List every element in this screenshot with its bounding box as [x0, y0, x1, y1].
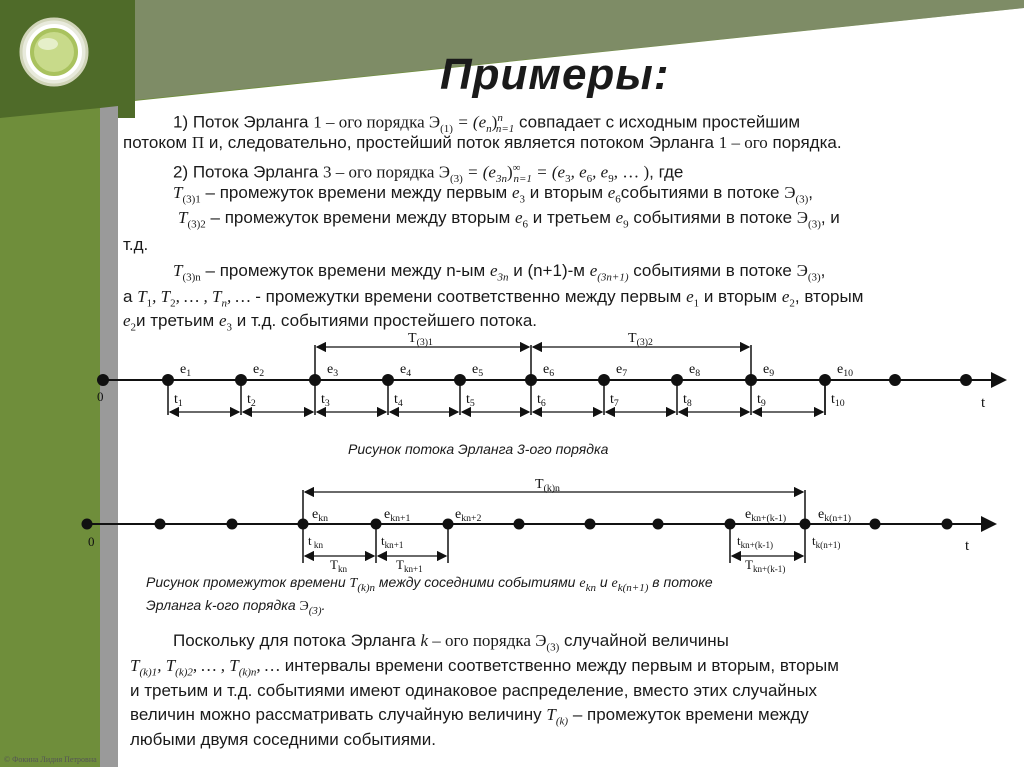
- diagram1-caption: Рисунок потока Эрланга 3-ого порядка: [348, 441, 609, 457]
- diagram2-point-8: [653, 519, 664, 530]
- line-1: 1) Поток Эрланга 1 – ого порядка $Э_{(1)} = (e_n)^n_{n=1}$ совпадает с исходным простейшим: [173, 112, 801, 136]
- erlang-k-diagram: [0, 468, 1024, 576]
- diagram1-interval-5: $t_5$: [466, 392, 475, 409]
- diagram1-event-2: $e_2$: [253, 362, 265, 379]
- logo-circle-icon: [21, 19, 87, 85]
- diagram2-event-2: $e_{kn+2}$: [455, 507, 482, 524]
- diagram2-interval-2: $t_{kn+(k-1)}$: [737, 533, 774, 550]
- slide-title: Примеры:: [440, 50, 670, 99]
- diagram1-interval-10: $t_{10}$: [831, 392, 845, 409]
- diagram2-caption-line2: Эрланга k-ого порядка $Э_{(3)}$.: [146, 597, 326, 617]
- bottom-line-1: Поскольку для потока Эрланга k – ого порядка $Э_{(3)}$ случайной величины: [173, 631, 729, 654]
- bottom-line-2: $T_{(k)1}$, $T_{(k)2}$, … , $T_{(k)n}$, … интервалы времени соответственно между первым и вторым, вторым: [130, 656, 839, 679]
- diagram1-event-6: $e_6$: [543, 362, 555, 379]
- diagram2-point-12: [942, 519, 953, 530]
- diagram2-event-3: $e_{kn+(k-1)}$: [745, 507, 787, 524]
- diagram2-point-6: [514, 519, 525, 530]
- erlang-3-diagram: [0, 325, 1024, 440]
- diagram1-event-9: $e_9$: [763, 362, 775, 379]
- diagram1-interval-6: $t_6$: [537, 392, 546, 409]
- diagram2-event-4: $e_{k(n+1)}$: [818, 507, 851, 524]
- diagram2-interval-1: $t_{kn+1}$: [381, 533, 404, 550]
- diagram1-interval-2: $t_2$: [247, 392, 256, 409]
- diagram2-point-7: [585, 519, 596, 530]
- bottom-line-5: любыми двумя соседними событиями.: [130, 730, 436, 749]
- diagram2-interval-0: t $_{kn}$: [308, 533, 323, 550]
- diagram1-origin-label: 0: [97, 389, 104, 404]
- diagram1-bracket2-label: $T_{(3)2}$: [628, 331, 653, 348]
- line-2: потоком П и, следовательно, простейший поток является потоком Эрланга 1 – ого порядка.: [123, 133, 842, 152]
- diagram2-origin-label: 0: [88, 534, 95, 549]
- line-3: 2) Потока Эрланга 3 – ого порядка $Э_{(3)} = (e_{3n})^\infty_{n=1} = (e_3$, $e_6$, $e_9$, … ), где: [173, 162, 684, 186]
- diagram1-event-4: $e_4$: [400, 362, 412, 379]
- diagram1-bracket1-label: $T_{(3)1}$: [408, 331, 433, 348]
- diagram1-event-1: $e_1$: [180, 362, 192, 379]
- diagram1-interval-8: $t_8$: [683, 392, 692, 409]
- bottom-line-3: и третьим и т.д. событиями имеют одинаковое распределение, вместо этих случайных: [130, 681, 818, 700]
- diagram1-point-11: [889, 374, 901, 386]
- diagram1-interval-7: $t_7$: [610, 392, 619, 409]
- line-8: а $T_1$, $T_2$, … , $T_n$, … - промежутки времени соответственно между первым $e_1$ и вторым $e_2$, вторым: [123, 287, 864, 310]
- diagram1-event-3: $e_3$: [327, 362, 339, 379]
- diagram2-point-2: [227, 519, 238, 530]
- diagram1-interval-4: $t_4$: [394, 392, 403, 409]
- diagram2-point-1: [155, 519, 166, 530]
- bottom-line-4: величин можно рассматривать случайную величину $T_{(k)}$ – промежуток времени между: [130, 705, 809, 728]
- diagram1-point-12: [960, 374, 972, 386]
- diagram2-axis-label: t: [965, 538, 970, 554]
- diagram2-caption-line1: Рисунок промежуток времени $T_{(k)n}$ между соседними событиями $e_{kn}$ и $e_{k(n+1)}$ в потоке: [146, 574, 713, 594]
- line-5: $T_{(3)2}$ – промежуток времени между вторым $e_6$ и третьем $e_9$ событиями в потоке $Э_{(3)}$, и: [178, 208, 840, 231]
- diagram2-interval-3: $t_{k(n+1)}$: [812, 533, 841, 550]
- diagram1-interval-1: $t_1$: [174, 392, 183, 409]
- diagram1-event-7: $e_7$: [616, 362, 628, 379]
- line-9: $e_2и$ третьим $e_3$ и т.д. событиями простейшего потока.: [123, 311, 538, 334]
- diagram1-event-8: $e_8$: [689, 362, 701, 379]
- diagram2-point-11: [870, 519, 881, 530]
- diagram1-interval-9: $t_9$: [757, 392, 766, 409]
- diagram1-interval-3: $t_3$: [321, 392, 330, 409]
- diagram2-point-0: [82, 519, 93, 530]
- diagram2-event-1: $e_{kn+1}$: [384, 507, 411, 524]
- diagram1-event-5: $e_5$: [472, 362, 484, 379]
- diagram2-bracket-label: $T_{(k)n}$: [535, 477, 560, 494]
- diagram2-t-label-2: $T_{kn+(k-1)}$: [745, 557, 786, 574]
- diagram2-event-0: $e_{kn}$: [312, 507, 329, 524]
- line-7: $T_{(3)n}$ – промежуток времени между n-ым $e_{3n}$ и (n+1)-м $e_{(3n+1)}$ событиями в потоке $Э_{(3)}$,: [173, 261, 826, 284]
- diagram2-t-label-0: $T_{kn}$: [330, 557, 348, 574]
- line-6: т.д.: [123, 235, 149, 254]
- diagram1-axis-label: t: [981, 395, 986, 411]
- line-4: $T_{(3)1}$ – промежуток времени между первым $e_3$ и вторым $e_6событиями$ в потоке $Э_{(3)}$,: [173, 183, 813, 206]
- diagram1-point-0: [97, 374, 109, 386]
- footer-credit: © Фокина Лидия Петровна: [4, 755, 97, 764]
- diagram2-t-label-1: $T_{kn+1}$: [396, 557, 423, 574]
- diagram1-event-10: $e_{10}$: [837, 362, 854, 379]
